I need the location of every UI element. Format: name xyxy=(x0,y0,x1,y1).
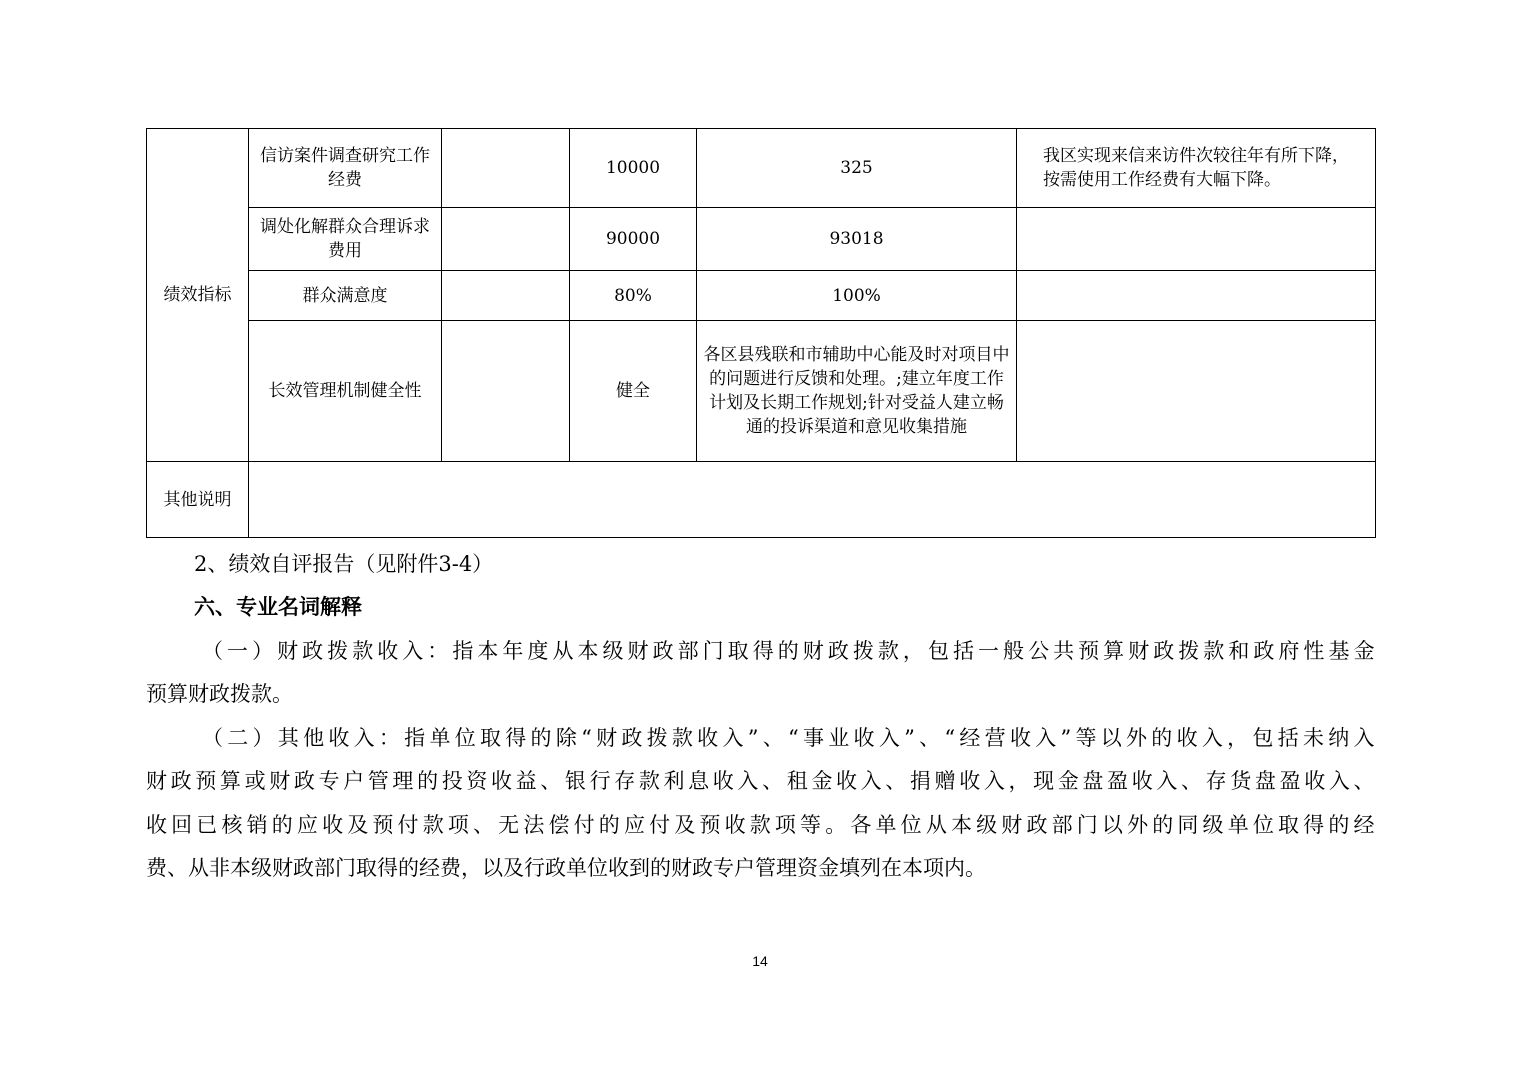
table-row xyxy=(147,208,1376,271)
paragraph-2-line-2: 财政预算或财政专户管理的投资收益、银行存款利息收入、租金收入、捐赠收入，现金盘盈收入、存货盘盈收入、 xyxy=(146,769,1375,793)
paragraph-2-line-1: （二）其他收入：指单位取得的除“财政拨款收入”、“事业收入”、“经营收入”等以外的收入，包括未纳入 xyxy=(202,726,1375,750)
table-row xyxy=(147,129,1376,208)
section-label-cell: 绩效指标 xyxy=(147,129,249,462)
indicator-weight-cell xyxy=(442,208,570,271)
indicator-target-cell: 10000 xyxy=(570,129,697,208)
indicator-target-cell: 80% xyxy=(570,271,697,321)
indicator-actual-cell: 100% xyxy=(697,271,1017,321)
other-notes-label: 其他说明 xyxy=(147,462,249,538)
indicator-remark-cell: 我区实现来信来访件次较往年有所下降，按需使用工作经费有大幅下降。 xyxy=(1017,129,1376,208)
indicator-name-cell: 群众满意度 xyxy=(249,271,442,321)
table-row xyxy=(147,321,1376,462)
table-row-other xyxy=(147,462,1376,538)
indicator-name-cell: 信访案件调查研究工作经费 xyxy=(249,129,442,208)
indicator-remark-cell xyxy=(1017,208,1376,271)
self-evaluation-line: 2、绩效自评报告（见附件3-4） xyxy=(194,552,494,576)
indicator-weight-cell xyxy=(442,271,570,321)
indicator-remark-cell xyxy=(1017,321,1376,462)
indicator-actual-cell: 325 xyxy=(697,129,1017,208)
indicator-actual-cell: 93018 xyxy=(697,208,1017,271)
indicator-name-cell: 长效管理机制健全性 xyxy=(249,321,442,462)
indicator-name-cell: 调处化解群众合理诉求费用 xyxy=(249,208,442,271)
indicator-target-cell: 健全 xyxy=(570,321,697,462)
paragraph-2-line-3: 收回已核销的应收及预付款项、无法偿付的应付及预收款项等。各单位从本级财政部门以外的同级单位取得的经 xyxy=(146,813,1375,837)
indicator-actual-cell: 各区县残联和市辅助中心能及时对项目中的问题进行反馈和处理。;建立年度工作计划及长期工作规划;针对受益人建立畅通的投诉渠道和意见收集措施 xyxy=(697,321,1017,462)
performance-indicator-table xyxy=(146,128,1376,538)
section-heading: 六、专业名词解释 xyxy=(194,595,362,619)
paragraph-2-line-4: 费、从非本级财政部门取得的经费，以及行政单位收到的财政专户管理资金填列在本项内。 xyxy=(146,856,986,880)
indicator-target-cell: 90000 xyxy=(570,208,697,271)
table-row xyxy=(147,271,1376,321)
indicator-weight-cell xyxy=(442,321,570,462)
paragraph-1-line-2: 预算财政拨款。 xyxy=(146,682,293,706)
other-notes-value xyxy=(249,462,1376,538)
indicator-weight-cell xyxy=(442,129,570,208)
page-number: 14 xyxy=(752,953,768,969)
paragraph-1-line-1: （一）财政拨款收入：指本年度从本级财政部门取得的财政拨款，包括一般公共预算财政拨款和政府性基金 xyxy=(202,639,1375,663)
indicator-remark-cell xyxy=(1017,271,1376,321)
